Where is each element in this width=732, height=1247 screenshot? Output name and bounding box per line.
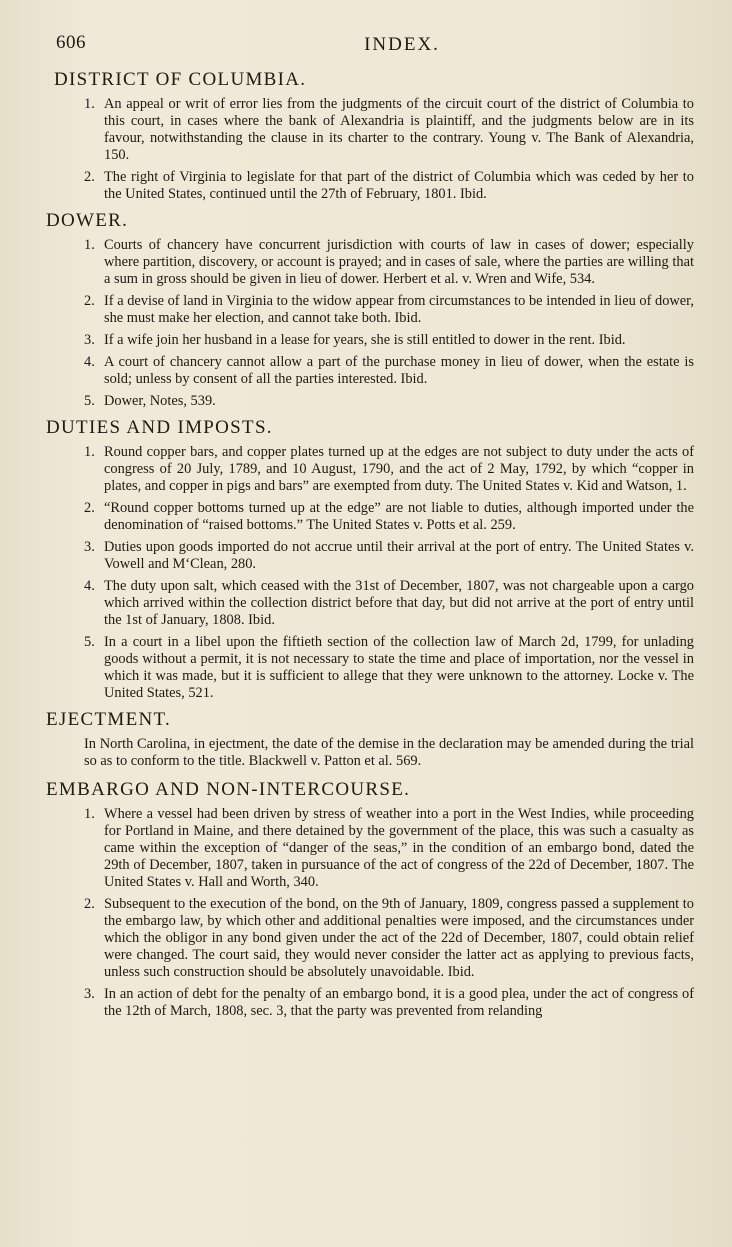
entry-number: 3.	[84, 539, 95, 555]
entry-text: A court of chancery cannot allow a part of the purchase money in lieu of dower, when the estate is sold; unless by consent of all the parties interested. Ibid.	[104, 354, 694, 387]
entry-number: 2.	[84, 896, 95, 912]
entry-text: Duties upon goods imported do not accrue until their arrival at the port of entry. The United States v. Vowell and M‘Clean, 280.	[104, 539, 694, 572]
section-heading: EJECTMENT.	[46, 709, 172, 730]
entry-text: Dower, Notes, 539.	[104, 393, 216, 409]
entry-text: An appeal or writ of error lies from the judgments of the circuit court of the district of Columbia to this court, in cases where the bank of Alexandria is plaintiff, and the judgments below are in its favour, notwithstanding the clause in its charter to the contrary. Young v. The Bank of Alexandria, 150.	[104, 96, 694, 163]
entry-number: 3.	[84, 986, 95, 1002]
section-heading: EMBARGO AND NON-INTERCOURSE.	[46, 779, 411, 800]
section-heading: DUTIES AND IMPOSTS.	[46, 417, 273, 438]
index-entry	[46, 578, 698, 629]
running-head: INDEX.	[364, 34, 440, 55]
section-duties-and-imposts	[46, 416, 698, 702]
entry-text: If a wife join her husband in a lease for years, she is still entitled to dower in the rent. Ibid.	[104, 332, 626, 348]
entry-text: In an action of debt for the penalty of an embargo bond, it is a good plea, under the act of congress of the 12th of March, 1808, sec. 3, that the party was prevented from relanding	[104, 986, 694, 1019]
index-entry	[46, 169, 698, 203]
index-entry	[46, 444, 698, 495]
entry-text: In North Carolina, in ejectment, the date of the demise in the declaration may be amended during the trial so as to conform to the title. Blackwell v. Patton et al. 569.	[84, 736, 694, 769]
index-entry	[46, 986, 698, 1020]
section-dower	[46, 209, 698, 410]
index-entry	[46, 354, 698, 388]
index-entry	[46, 96, 698, 164]
entry-text: Where a vessel had been driven by stress of weather into a port in the West Indies, while proceeding for Portland in Maine, and there detained by the government of the place, this was such a casualty as came within the exception of “danger of the seas,” in the condition of an embargo bond, dated the 29th of December, 1807, taken in pursuance of the act of congress of the 22d of December, 1807. The United States v. Hall and Worth, 340.	[104, 806, 694, 890]
index-entry	[46, 293, 698, 327]
entry-list	[46, 444, 698, 702]
entry-number: 4.	[84, 578, 95, 594]
entry-number: 5.	[84, 634, 95, 650]
index-entry	[46, 332, 698, 349]
entry-text: The right of Virginia to legislate for that part of the district of Columbia which was ceded by her to the United States, continued until the 27th of February, 1801. Ibid.	[104, 169, 694, 202]
page-number: 606	[56, 32, 86, 53]
section-heading: DOWER.	[46, 210, 129, 231]
section-district-of-columbia	[46, 68, 698, 203]
index-entry	[46, 539, 698, 573]
index-entry	[46, 237, 698, 288]
index-entry	[46, 806, 698, 891]
entry-number: 1.	[84, 237, 95, 253]
entry-number: 2.	[84, 500, 95, 516]
entry-text: The duty upon salt, which ceased with the 31st of December, 1807, was not chargeable upon a cargo which arrived within the collection district before that day, but did not arrive at the port of entry until the 1st of January, 1808. Ibid.	[104, 578, 694, 628]
index-entry	[46, 393, 698, 410]
entry-text: Courts of chancery have concurrent jurisdiction with courts of law in cases of dower; especially where partition, discovery, or account is prayed; and in cases of sale, where the parties are willing that a sum in gross should be given in lieu of dower. Herbert et al. v. Wren and Wife, 534.	[104, 237, 694, 287]
entry-number: 2.	[84, 293, 95, 309]
entry-text: “Round copper bottoms turned up at the edge” are not liable to duties, although imported under the denomination of “raised bottoms.” The United States v. Potts et al. 259.	[104, 500, 694, 533]
index-entry	[46, 896, 698, 981]
entry-number: 1.	[84, 806, 95, 822]
entry-text: In a court in a libel upon the fiftieth section of the collection law of March 2d, 1799, for unlading goods without a permit, it is not necessary to state the time and place of importation, nor the vessel in which it was made, but it is sufficient to allege that they were unknown to the attorney. Locke v. The United States, 521.	[104, 634, 694, 701]
entry-list	[46, 237, 698, 410]
entry-list	[46, 96, 698, 203]
entry-number: 2.	[84, 169, 95, 185]
section-heading: DISTRICT OF COLUMBIA.	[54, 69, 307, 90]
entry-number: 5.	[84, 393, 95, 409]
index-entry	[46, 634, 698, 702]
entry-number: 1.	[84, 444, 95, 460]
section-embargo-and-non-intercourse	[46, 778, 698, 1020]
entry-number: 1.	[84, 96, 95, 112]
section-ejectment	[46, 708, 698, 770]
entry-text: Round copper bars, and copper plates turned up at the edges are not subject to duty under the acts of congress of 20 July, 1789, and 10 August, 1790, and the act of 2 May, 1792, by which “copper in plates, and copper in pigs and bars” are exempted from duty. The United States v. Kid and Watson, 1.	[104, 444, 694, 494]
entry-text: If a devise of land in Virginia to the widow appear from circumstances to be intended in lieu of dower, she must make her election, and cannot take both. Ibid.	[104, 293, 694, 326]
entry-list	[46, 806, 698, 1020]
page-header	[46, 30, 698, 62]
entry-text: Subsequent to the execution of the bond, on the 9th of January, 1809, congress passed a supplement to the embargo law, by which other and additional penalties were imposed, and the circumstances under which the obligor in any bond given under the act of the 22d of December, 1807, could obtain relief were changed. The court said, they would never consider the latter act as applying to previous facts, unless such construction should be absolutely unavoidable. Ibid.	[104, 896, 694, 980]
entry-number: 4.	[84, 354, 95, 370]
index-entry	[46, 500, 698, 534]
entry-number: 3.	[84, 332, 95, 348]
